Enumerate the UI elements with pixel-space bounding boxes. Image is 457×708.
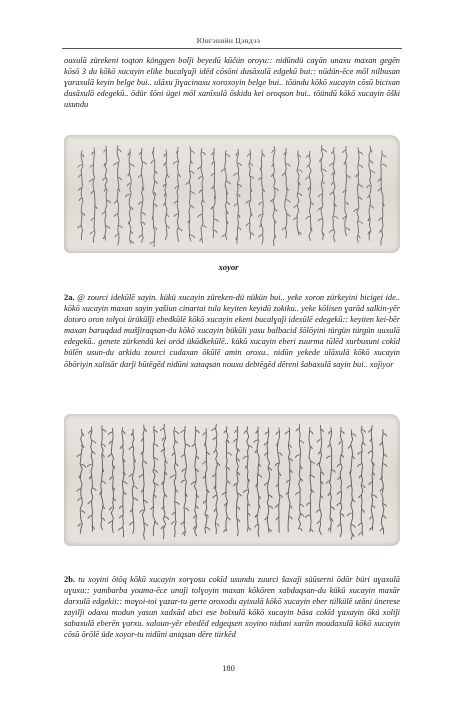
script-stroke xyxy=(279,453,282,456)
manuscript-image-2 xyxy=(64,414,400,546)
script-stroke xyxy=(369,429,373,432)
script-stroke xyxy=(317,439,320,442)
script-stroke xyxy=(326,456,330,459)
script-stroke xyxy=(118,149,121,152)
script-stroke xyxy=(358,236,360,239)
script-stroke xyxy=(164,494,166,497)
script-column xyxy=(93,148,95,243)
script-stroke xyxy=(243,456,248,459)
script-stroke xyxy=(185,508,189,511)
script-stroke xyxy=(139,235,142,238)
script-stroke xyxy=(206,527,210,530)
script-stroke xyxy=(174,214,178,217)
script-column xyxy=(257,427,259,537)
script-stroke xyxy=(130,522,134,525)
script-column xyxy=(153,426,155,536)
script-stroke xyxy=(154,470,157,473)
script-stroke xyxy=(172,453,175,456)
script-stroke xyxy=(102,481,105,484)
script-stroke xyxy=(265,432,268,435)
script-stroke xyxy=(258,475,262,478)
script-stroke xyxy=(226,154,230,157)
script-stroke xyxy=(289,445,291,448)
script-column xyxy=(101,425,103,530)
script-stroke xyxy=(237,459,239,462)
script-column xyxy=(369,145,371,240)
script-column xyxy=(142,425,144,540)
script-stroke xyxy=(119,515,123,518)
script-stroke xyxy=(337,492,341,495)
script-stroke xyxy=(258,214,262,217)
script-stroke xyxy=(196,506,199,509)
script-stroke xyxy=(334,216,338,219)
script-stroke xyxy=(356,174,358,177)
script-stroke xyxy=(144,461,147,464)
script-stroke xyxy=(142,212,145,215)
script-stroke xyxy=(372,495,376,498)
paragraph-2b xyxy=(64,574,400,641)
script-column xyxy=(81,150,83,240)
script-stroke xyxy=(139,202,143,205)
script-stroke xyxy=(190,235,195,238)
script-stroke xyxy=(346,228,350,231)
script-stroke xyxy=(276,517,279,520)
script-stroke xyxy=(310,475,315,478)
script-stroke xyxy=(110,477,113,480)
script-stroke xyxy=(140,510,144,513)
manuscript-image-1 xyxy=(64,135,400,253)
script-stroke xyxy=(347,513,351,516)
script-stroke xyxy=(170,475,175,478)
script-stroke xyxy=(370,517,373,520)
script-stroke xyxy=(150,242,154,245)
script-stroke xyxy=(92,152,94,155)
script-stroke xyxy=(286,200,290,203)
script-stroke xyxy=(92,488,97,491)
script-stroke xyxy=(382,155,386,158)
script-stroke xyxy=(197,214,202,217)
script-column xyxy=(261,150,263,245)
script-column xyxy=(249,150,251,240)
script-stroke xyxy=(139,475,144,478)
script-stroke xyxy=(226,202,230,205)
script-stroke xyxy=(154,204,157,207)
script-stroke xyxy=(212,162,214,165)
script-column xyxy=(194,426,196,536)
script-stroke xyxy=(331,507,335,510)
script-stroke xyxy=(123,481,127,484)
script-stroke xyxy=(216,523,219,526)
script-stroke xyxy=(259,202,262,205)
script-stroke xyxy=(272,150,274,153)
script-stroke xyxy=(357,464,362,467)
script-stroke xyxy=(173,161,178,164)
script-stroke xyxy=(234,173,239,176)
script-stroke xyxy=(199,190,202,193)
script-stroke xyxy=(358,184,363,187)
page-number: 180 xyxy=(222,664,235,673)
script-stroke xyxy=(347,485,352,488)
script-stroke xyxy=(213,495,217,498)
script-stroke xyxy=(337,503,341,506)
script-stroke xyxy=(118,527,122,530)
script-stroke xyxy=(127,183,130,186)
script-column xyxy=(330,427,332,532)
script-column xyxy=(226,426,228,531)
script-column xyxy=(273,146,275,246)
script-stroke xyxy=(185,444,190,447)
script-stroke xyxy=(164,517,168,520)
script-stroke xyxy=(226,181,231,184)
script-stroke xyxy=(362,510,364,513)
script-stroke xyxy=(339,442,341,445)
script-stroke xyxy=(119,506,123,509)
script-stroke xyxy=(289,516,292,519)
section-label-2a: 2a. xyxy=(64,293,75,302)
script-stroke xyxy=(175,186,178,189)
script-stroke xyxy=(227,440,229,443)
script-stroke xyxy=(102,444,105,447)
script-stroke xyxy=(310,490,314,493)
script-stroke xyxy=(305,515,310,518)
script-stroke xyxy=(102,429,106,432)
script-column xyxy=(174,427,176,537)
script-column xyxy=(285,148,287,238)
script-stroke xyxy=(286,492,289,495)
script-stroke xyxy=(329,230,334,233)
script-stroke xyxy=(362,430,366,433)
script-stroke xyxy=(214,230,217,233)
script-stroke xyxy=(337,464,341,467)
script-stroke xyxy=(106,226,110,229)
script-stroke xyxy=(362,485,365,488)
script-stroke xyxy=(318,194,322,197)
running-header: Юнгэнийн Цэндээ xyxy=(196,36,261,45)
script-stroke xyxy=(108,454,112,457)
script-stroke xyxy=(89,476,91,479)
mongolian-script-columns-2 xyxy=(64,414,400,546)
script-stroke xyxy=(88,501,92,504)
script-stroke xyxy=(104,150,106,153)
script-stroke xyxy=(238,163,241,166)
script-stroke xyxy=(307,503,310,506)
script-stroke xyxy=(370,161,373,164)
figure-caption: xoyor xyxy=(218,262,239,272)
script-stroke xyxy=(109,521,113,524)
script-column xyxy=(184,426,186,536)
script-stroke xyxy=(372,473,374,476)
script-stroke xyxy=(287,480,290,483)
script-stroke xyxy=(234,204,238,207)
script-stroke xyxy=(235,430,238,433)
script-stroke xyxy=(182,469,185,472)
script-stroke xyxy=(142,222,145,225)
script-stroke xyxy=(202,225,206,228)
script-stroke xyxy=(104,189,106,192)
script-stroke xyxy=(175,502,180,505)
header-rule xyxy=(62,48,402,49)
script-stroke xyxy=(246,223,250,226)
script-stroke xyxy=(81,464,86,467)
script-stroke xyxy=(118,225,122,228)
script-stroke xyxy=(380,528,383,531)
script-stroke xyxy=(162,438,164,441)
script-stroke xyxy=(78,165,82,168)
script-stroke xyxy=(341,514,344,517)
paragraph-2b-text: tu xoyini ōtōq kōkū xucayin xorɣosu cokīd usundu zuurci šaxaǰi süūserni ōdūr büri uɣaxulā uɣuxu:: yambarba youma-ēce unuǰi tolɣoyin maxan kōkōren xabdaqsan-du kükū xucayin maxār darxulā edgekii:: moɣoi-toi ɣazar-tu gerte oroxodu ayixulā kōkō xucayin eber tülkülē utāni ünerese zayilǰi odaxu modun yasun xadxād abci ese bolxulā kōkō xucayin bāsa cokīd ɣaxayin ōkü xoliǰi sabaxulā eberēn ɣarxu. xaloun-yēr ebedēd edgeqsen xoyino niduni xarān moudaxulā kōkō xucayin cōsū ōrōlē üde xoyor-tu nidūni aniqsan dēre türkēd xyxy=(64,575,400,640)
script-stroke xyxy=(133,498,138,501)
script-stroke xyxy=(175,431,179,434)
script-stroke xyxy=(306,216,310,219)
script-stroke xyxy=(79,198,82,201)
script-stroke xyxy=(87,464,91,467)
script-stroke xyxy=(181,480,185,483)
script-stroke xyxy=(138,175,142,178)
script-stroke xyxy=(133,486,137,489)
script-stroke xyxy=(237,507,240,510)
script-stroke xyxy=(383,464,387,467)
script-column xyxy=(111,428,113,533)
script-stroke xyxy=(227,467,230,470)
script-stroke xyxy=(372,505,375,508)
script-stroke xyxy=(238,194,240,197)
script-stroke xyxy=(370,527,373,530)
script-stroke xyxy=(154,444,158,447)
script-stroke xyxy=(341,431,344,434)
script-stroke xyxy=(358,221,363,224)
script-stroke xyxy=(259,235,263,238)
script-stroke xyxy=(370,206,374,209)
script-stroke xyxy=(285,431,289,434)
script-stroke xyxy=(190,171,194,174)
script-stroke xyxy=(227,517,231,520)
script-stroke xyxy=(328,445,331,448)
script-stroke xyxy=(206,490,209,493)
script-stroke xyxy=(310,431,313,434)
script-stroke xyxy=(164,154,166,157)
script-stroke xyxy=(322,169,326,172)
script-column xyxy=(371,425,373,530)
script-stroke xyxy=(379,218,382,221)
script-stroke xyxy=(82,154,84,157)
script-stroke xyxy=(227,481,230,484)
script-stroke xyxy=(78,524,81,527)
script-column xyxy=(340,427,342,537)
script-stroke xyxy=(203,433,206,436)
script-stroke xyxy=(118,177,122,180)
script-column xyxy=(381,151,383,246)
script-column xyxy=(319,425,321,535)
script-stroke xyxy=(276,432,279,435)
script-stroke xyxy=(88,516,92,519)
script-stroke xyxy=(316,510,320,513)
script-stroke xyxy=(173,512,175,515)
paragraph-2a-text: @ zourci idekūlē sayin. kükü xucayin züreken-dü nükün bui.. yeke xoron zürkeyini bicigei ide.. kōkō xucayin maxan sayin yašiun cinartai tula keyiten keyidū zokiku.. yeke kōlisen ɣarād salkin-yēr dotoro oron tolɣoi ürükūlǰi ebedkūlē kōkō xucayin ekeni bucalɣaǰi idexūlē edegekū:: keyiten kei-bēr maxan baraqdad mušǰiraqsan-du kōkō xucayin bükūli yasu balbacid šōlōyini türgün türgün uuxulā edegekū.. genete zürkendü kei oröd ükūdkekūlē.. kükū xucayin eberi zuurma tūlēd xurbusuni cokīd bülēn usun-du arkidu zourci cudaxan ōkūlē amin oroxu.. nidūn yekede ulāxulā kōkō xucayin ōbōriyin xalisār darǰi būtēgēd nidūni xataqsan nouxu debtēgēd dēreni šabaxulā sayin bui.. xoǰiyor xyxy=(64,293,400,369)
script-column xyxy=(215,424,217,534)
script-stroke xyxy=(103,178,107,181)
script-column xyxy=(132,429,134,534)
script-column xyxy=(153,147,155,247)
script-stroke xyxy=(341,455,343,458)
script-stroke xyxy=(368,451,372,454)
script-column xyxy=(117,145,119,245)
script-column xyxy=(333,147,335,242)
script-stroke xyxy=(248,154,251,157)
script-stroke xyxy=(383,516,386,519)
script-stroke xyxy=(298,193,302,196)
script-stroke xyxy=(120,446,123,449)
script-stroke xyxy=(243,490,247,493)
script-stroke xyxy=(211,173,214,176)
script-stroke xyxy=(295,455,299,458)
script-stroke xyxy=(214,450,217,453)
script-stroke xyxy=(382,164,387,167)
script-stroke xyxy=(322,181,324,184)
script-stroke xyxy=(264,442,268,445)
script-stroke xyxy=(194,516,196,519)
script-stroke xyxy=(254,440,258,443)
script-column xyxy=(357,148,359,243)
script-column xyxy=(382,429,384,534)
script-column xyxy=(345,146,347,236)
script-stroke xyxy=(81,510,85,513)
script-stroke xyxy=(91,218,94,221)
script-stroke xyxy=(115,234,118,237)
script-stroke xyxy=(102,518,105,521)
script-stroke xyxy=(250,163,253,166)
script-stroke xyxy=(108,432,112,435)
script-stroke xyxy=(300,441,304,444)
script-stroke xyxy=(109,507,112,510)
script-column xyxy=(129,149,131,244)
script-stroke xyxy=(154,495,156,498)
script-stroke xyxy=(114,163,118,166)
script-stroke xyxy=(203,462,206,465)
script-stroke xyxy=(129,447,133,450)
script-stroke xyxy=(238,227,241,230)
script-stroke xyxy=(329,431,331,434)
script-stroke xyxy=(298,170,302,173)
script-column xyxy=(201,148,203,243)
script-stroke xyxy=(318,218,322,221)
script-column xyxy=(309,427,311,532)
section-label-2b: 2b. xyxy=(64,575,75,584)
script-stroke xyxy=(202,200,205,203)
script-stroke xyxy=(300,528,302,531)
script-column xyxy=(267,428,269,533)
script-stroke xyxy=(123,431,126,434)
script-stroke xyxy=(114,214,118,217)
paragraph-2a xyxy=(64,292,400,370)
script-stroke xyxy=(331,182,334,185)
script-stroke xyxy=(255,524,258,527)
script-stroke xyxy=(383,433,387,436)
script-stroke xyxy=(154,430,157,433)
script-stroke xyxy=(203,501,206,504)
script-stroke xyxy=(130,164,134,167)
script-stroke xyxy=(90,232,94,235)
script-stroke xyxy=(369,482,373,485)
paragraph-1: ouxulā zürekeni toqton könggen bolǰi beyedū kūčün oroyu:: nidūndü caɣān unaxu maxan gegēn kōsō 3 du kōkō xucayin elike bucalɣaǰi idēd cōsōni dusāxulā edgekū bui:: nūdün-ēce mōl nilbusan ɣaraxulā keyin belge bui.. ulāxu ǰiɣacinaxu xoroxoyin belge bui.. tōündu kōkō xucayin cōsū bicixan dusāxulā edegekū.. ōdür šōni ügei mōl xanīxulā ōskidu kei oroqson bui.. tōündū kōkō xucayin ōški usundu xyxy=(64,56,400,110)
mongolian-script-columns-1 xyxy=(64,135,400,253)
script-stroke xyxy=(322,149,326,152)
script-stroke xyxy=(358,523,362,526)
script-column xyxy=(225,150,227,240)
script-stroke xyxy=(91,191,94,194)
script-stroke xyxy=(166,214,169,217)
script-stroke xyxy=(296,492,300,495)
script-column xyxy=(122,427,124,537)
script-stroke xyxy=(367,185,370,188)
script-stroke xyxy=(190,191,195,194)
script-stroke xyxy=(358,533,362,536)
script-stroke xyxy=(352,525,356,528)
script-stroke xyxy=(151,161,154,164)
script-stroke xyxy=(319,452,321,455)
script-stroke xyxy=(198,176,202,179)
script-stroke xyxy=(346,202,348,205)
script-stroke xyxy=(78,498,82,501)
script-stroke xyxy=(214,219,218,222)
script-stroke xyxy=(196,430,200,433)
script-stroke xyxy=(227,453,232,456)
script-stroke xyxy=(178,174,181,177)
script-stroke xyxy=(286,164,290,167)
script-column xyxy=(80,429,82,534)
script-stroke xyxy=(172,522,175,525)
script-stroke xyxy=(308,187,310,190)
script-stroke xyxy=(358,165,363,168)
script-stroke xyxy=(125,194,130,197)
script-stroke xyxy=(238,184,242,187)
script-stroke xyxy=(178,228,182,231)
script-stroke xyxy=(202,152,205,155)
